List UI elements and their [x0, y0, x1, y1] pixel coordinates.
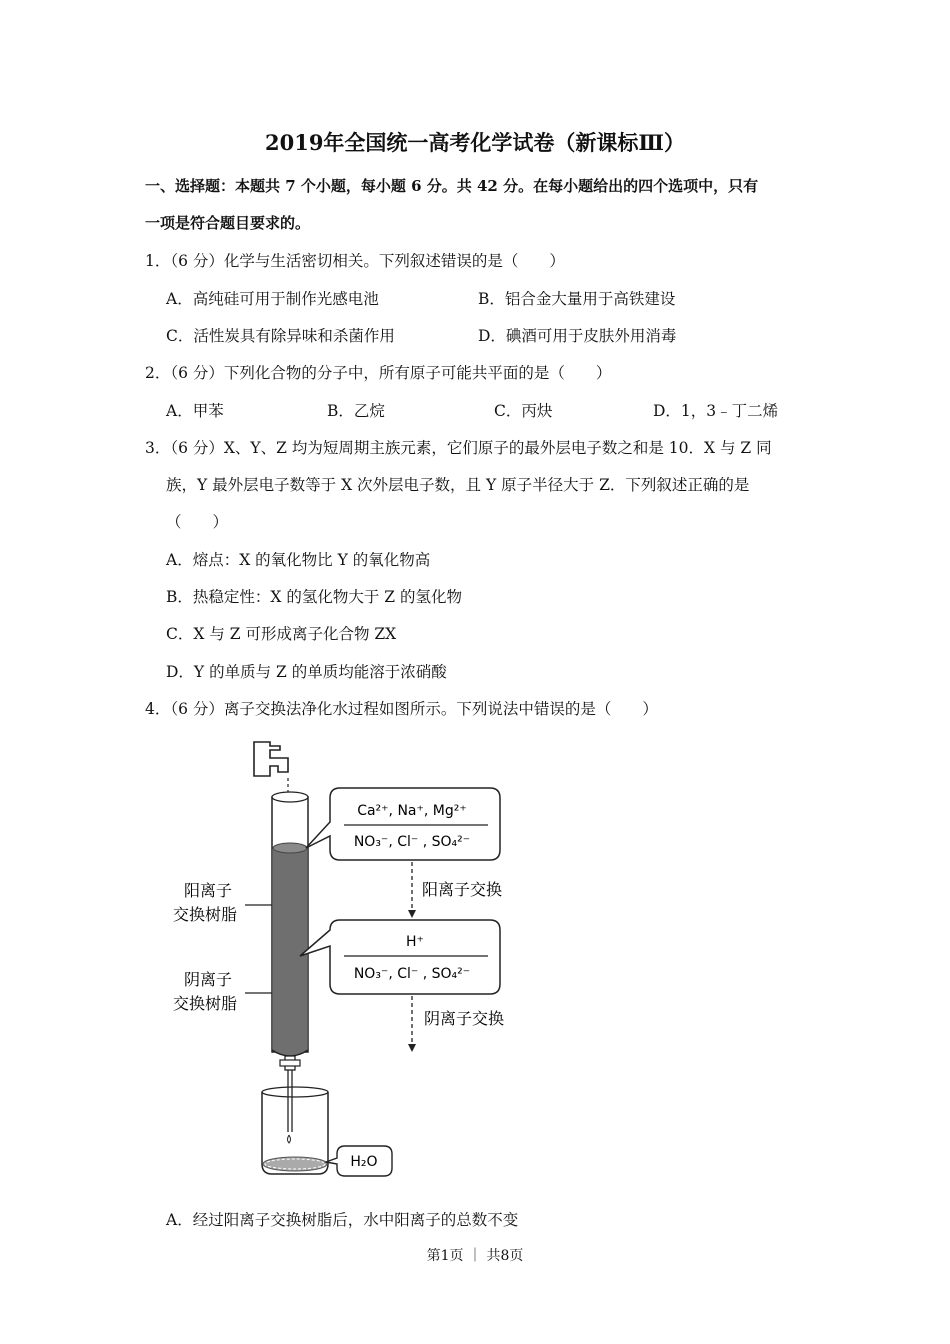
anion-resin-label-line1: 阴离子: [183, 970, 233, 989]
anion-resin-label-line2: 交换树脂: [172, 994, 238, 1013]
cation-resin-label-line2: 交换树脂: [172, 905, 238, 924]
beaker: [262, 1087, 328, 1174]
question-2-stem: 2．（6 分）下列化合物的分子中，所有原子可能共平面的是（ ）: [145, 364, 612, 382]
page-title: 2019年全国统一高考化学试卷（新课标Ⅲ）: [264, 130, 686, 155]
section-heading-line2: 一项是符合题目要求的。: [145, 214, 311, 232]
question-2-option-c: C．丙炔: [494, 402, 553, 420]
question-3-stem-line3: （ ）: [166, 513, 229, 531]
anion-exchange-arrow-label: 阴离子交换: [424, 1009, 505, 1028]
page-footer: 第1页 ｜ 共8页: [426, 1248, 524, 1264]
question-3-stem-line1: 3．（6 分）X、Y、Z 均为短周期主族元素，它们原子的最外层电子数之和是 10．X 与 Z 同: [145, 439, 772, 457]
cation-resin-label-line1: 阳离子: [183, 881, 233, 900]
question-2-option-a: A．甲苯: [166, 402, 224, 420]
question-4-stem: 4．（6 分）离子交换法净化水过程如图所示。下列说法中错误的是（ ）: [145, 700, 658, 718]
question-3-stem-line2: 族，Y 最外层电子数等于 X 次外层电子数，且 Y 原子半径大于 Z．下列叙述正确的是: [166, 476, 750, 494]
question-3-option-c: C．X 与 Z 可形成离子化合物 ZX: [166, 625, 397, 643]
question-1-option-c: C．活性炭具有除异味和杀菌作用: [166, 327, 395, 345]
inlet-cations: Ca²⁺, Na⁺, Mg²⁺: [357, 803, 467, 819]
question-3-option-a: A．熔点：X 的氧化物比 Y 的氧化物高: [166, 551, 431, 569]
product-water: H₂O: [350, 1154, 378, 1170]
arrow-down-icon: [408, 1044, 416, 1052]
question-2-option-d: D．1，3﹣丁二烯: [653, 402, 779, 420]
question-3-option-d: D．Y 的单质与 Z 的单质均能溶于浓硝酸: [166, 663, 447, 681]
question-3-option-b: B．热稳定性：X 的氢化物大于 Z 的氢化物: [166, 588, 462, 606]
middle-anions: NO₃⁻, Cl⁻ , SO₄²⁻: [353, 966, 471, 982]
middle-cations: H⁺: [406, 934, 424, 950]
question-1-stem: 1．（6 分）化学与生活密切相关。下列叙述错误的是（ ）: [145, 252, 565, 270]
arrow-down-icon: [408, 910, 416, 918]
cation-exchange-arrow-label: 阳离子交换: [422, 880, 503, 899]
section-heading-line1: 一、选择题：本题共 7 个小题，每小题 6 分。共 42 分。在每小题给出的四个选项中，只有: [145, 177, 759, 195]
faucet-icon: [254, 742, 288, 795]
question-1-option-d: D．碘酒可用于皮肤外用消毒: [478, 327, 677, 345]
question-1-option-b: B．铝合金大量用于高铁建设: [478, 290, 676, 308]
question-4-option-a: A．经过阳离子交换树脂后，水中阳离子的总数不变: [166, 1211, 519, 1229]
question-1-option-a: A．高纯硅可用于制作光感电池: [166, 290, 379, 308]
callout-box-middle: [300, 920, 500, 994]
callout-box-inlet: [306, 788, 500, 860]
callout-box-product: [326, 1146, 392, 1176]
question-2-option-b: B．乙烷: [327, 402, 385, 420]
inlet-anions: NO₃⁻, Cl⁻ , SO₄²⁻: [353, 834, 471, 850]
exchange-column: [272, 792, 308, 1143]
